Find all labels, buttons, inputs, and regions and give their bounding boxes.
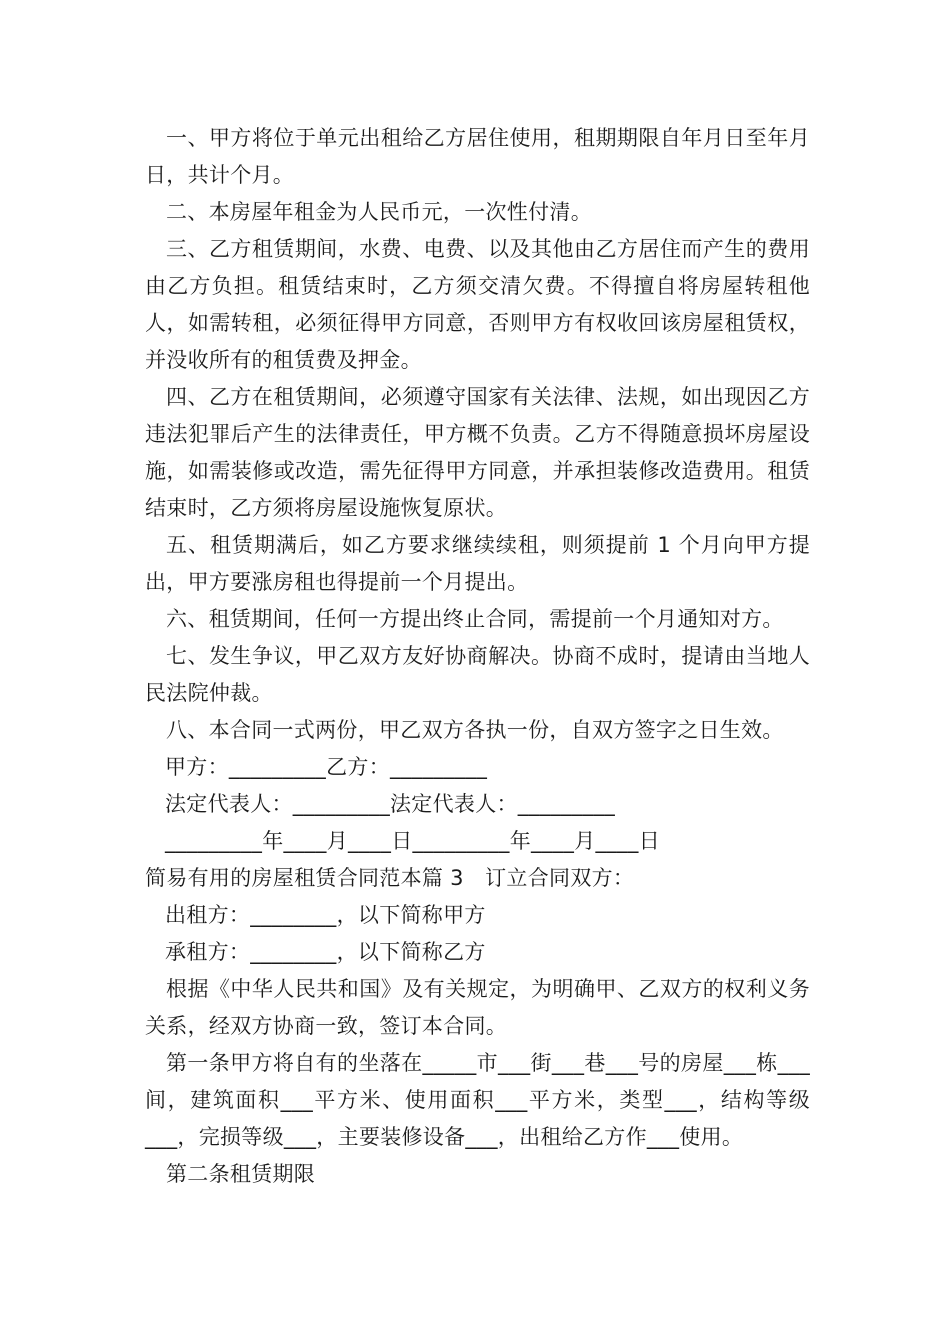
clause-2: 二、本房屋年租金为人民币元，一次性付清。 <box>166 200 592 224</box>
clause-8: 八、本合同一式两份，甲乙双方各执一份，自双方签字之日生效。 <box>166 718 784 742</box>
article-2-heading: 第二条租赁期限 <box>166 1162 316 1186</box>
clause-7: 七、发生争议，甲乙双方友好协商解决。协商不成时，提请由当地人民法院仲裁。 <box>145 644 810 705</box>
preamble: 根据《中华人民共和国》及有关规定，为明确甲、乙双方的权利义务关系，经双方协商一致，签订本合同。 <box>145 977 810 1038</box>
signature-representatives: 法定代表人：_________法定代表人：_________ <box>165 792 615 816</box>
article-1: 第一条甲方将自有的坐落在_____市___街___巷___号的房屋___栋___间，建筑面积___平方米、使用面积___平方米，类型___，结构等级___，完损等级___，主要装修设备___，出租给乙方作___使用。 <box>145 1051 810 1149</box>
clause-3: 三、乙方租赁期间，水费、电费、以及其他由乙方居住而产生的费用由乙方负担。租赁结束时，乙方须交清欠费。不得擅自将房屋转租他人，如需转租，必须征得甲方同意，否则甲方有权收回该房屋租赁权，并没收所有的租赁费及押金。 <box>145 237 810 372</box>
lessee-line: 承租方：________，以下简称乙方 <box>165 940 486 964</box>
clause-6: 六、租赁期间，任何一方提出终止合同，需提前一个月通知对方。 <box>166 607 784 631</box>
clause-1: 一、甲方将位于单元出租给乙方居住使用，租期期限自年月日至年月日，共计个月。 <box>145 126 810 187</box>
signature-dates: _________年____月____日_________年____月____日 <box>165 829 660 853</box>
signature-parties: 甲方：_________乙方：_________ <box>165 755 488 779</box>
lessor-line: 出租方：________，以下简称甲方 <box>165 903 486 927</box>
clause-5: 五、租赁期满后，如乙方要求继续续租，则须提前 1 个月向甲方提出，甲方要涨房租也得提前一个月提出。 <box>145 533 810 594</box>
clause-4: 四、乙方在租赁期间，必须遵守国家有关法律、法规，如出现因乙方违法犯罪后产生的法律责任，甲方概不负责。乙方不得随意损坏房屋设施，如需装修或改造，需先征得甲方同意，并承担装修改造费用。租赁结束时，乙方须将房屋设施恢复原状。 <box>145 385 810 520</box>
contract-body <box>145 120 810 1193</box>
section-heading: 简易有用的房屋租赁合同范本篇 3 订立合同双方： <box>145 866 635 890</box>
